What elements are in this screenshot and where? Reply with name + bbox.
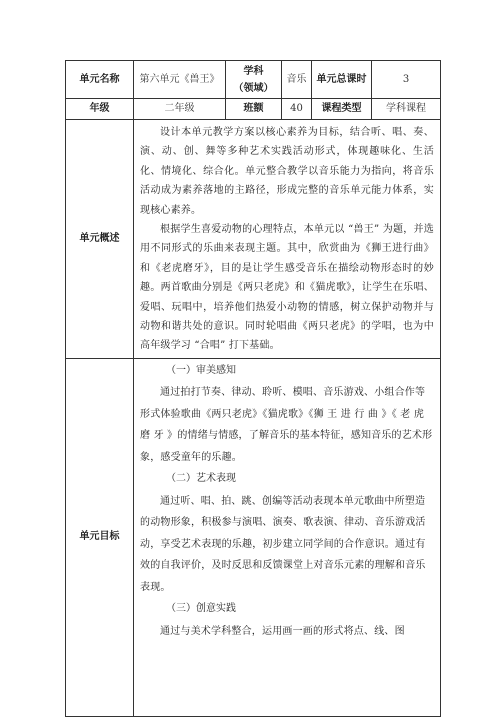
class-size-label: 班额 — [226, 99, 282, 120]
goal-heading-1: （一）审美感知 — [166, 364, 236, 376]
unit-info-table — [65, 60, 441, 717]
unit-name-value: 第六单元《兽王》 — [134, 61, 226, 99]
subject-value: 音乐 — [282, 61, 312, 99]
grade-value: 二年级 — [134, 99, 226, 120]
class-size-value: 40 — [282, 99, 312, 120]
total-hours-value: 3 — [372, 61, 441, 99]
goals-content — [134, 358, 441, 716]
goal-text-1: 通过拍打节奏、律动、聆听、模唱、音乐游戏、小组合作等形式体验歌曲《两只老虎》《猫虎歌》《狮 王 进 行 曲 》《 老 虎 磨 牙 》的情绪与情感，了解音乐的基本特征，感知音乐的艺术形象，感受童年的乐趣。 — [140, 387, 433, 463]
grade-row — [66, 99, 441, 120]
grade-label: 年级 — [66, 99, 134, 120]
subject-label: 学科 （领域） — [226, 61, 282, 99]
overview-paragraph-1: 设计本单元教学方案以核心素养为目标，结合听、唱、奏、演、动、创、舞等多种艺术实践活动形式，体现趣味化、生活化、情境化、综合化。单元整合教学以音乐能力为指向，将音乐活动成为素养落地的主路径，形成完整的音乐单元能力体系，实现核心素养。 — [140, 127, 434, 216]
overview-content — [134, 120, 441, 359]
overview-row — [66, 120, 441, 359]
goals-row — [66, 358, 441, 716]
overview-label: 单元概述 — [66, 120, 134, 359]
goal-heading-3: （三）创意实践 — [166, 603, 236, 615]
goal-heading-2: （二）艺术表现 — [166, 473, 236, 485]
unit-name-label: 单元名称 — [66, 61, 134, 99]
goals-label: 单元目标 — [66, 358, 134, 716]
total-hours-label: 单元总课时 — [312, 61, 372, 99]
overview-paragraph-2: 根据学生喜爱动物的心理特点，本单元以 “兽王” 为题，并选用不同形式的乐曲来表现主题。其中，欣赏曲为《狮王进行曲》和《老虎磨牙》，目的是让学生感受音乐在描绘动物形态时的妙趣。两首歌曲分别是《两只老虎》和《猫虎歌》，让学生在乐唱、爱唱、玩唱中，培养他们热爱小动物的情感，树立保护动物并与动物和谐共处的意识。同时轮唱曲《两只老虎》的学唱，也为中高年级学习 “合唱” 打下基础。 — [140, 224, 434, 352]
goal-text-2: 通过听、唱、拍、跳、创编等活动表现本单元歌曲中所塑造的动物形象，积极参与演唱、演奏、歌表演、律动、音乐游戏活动，享受艺术表现的乐趣，初步建立同学间的合作意识。通过有效的自我评价，及时反思和反馈课堂上对音乐元素的理解和音乐表现。 — [140, 495, 426, 593]
unit-name-row — [66, 61, 441, 99]
goal-text-3: 通过与美术学科整合，运用画一画的形式将点、线、图 — [160, 625, 405, 637]
course-type-label: 课程类型 — [312, 99, 372, 120]
course-type-value: 学科课程 — [372, 99, 441, 120]
